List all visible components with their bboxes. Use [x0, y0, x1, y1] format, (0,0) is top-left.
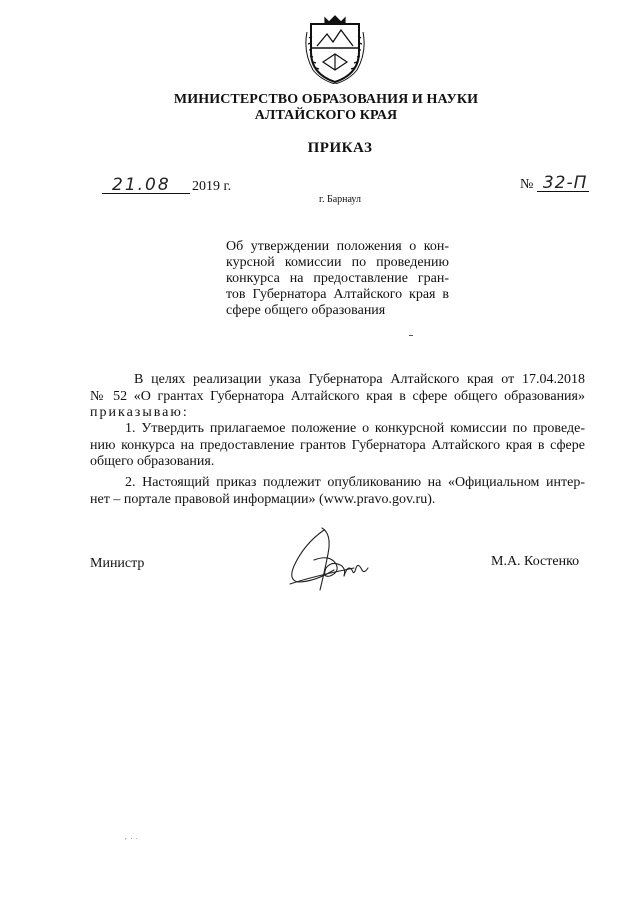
date-year: 2019 г. — [192, 179, 232, 194]
subject-line: курсной комиссии по проведению — [226, 255, 449, 270]
body-line: 2. Настоящий приказ подлежит опубликованию на «Официальном интер- — [125, 475, 585, 490]
handwritten-number: 32-П — [537, 175, 589, 192]
subject-line: Об утверждении положения о кон- — [226, 239, 449, 254]
body-line: 1. Утвердить прилагаемое положение о конкурсной комиссии по проведе- — [125, 421, 585, 436]
number-prefix: № — [520, 177, 534, 192]
body-line: общего образования. — [90, 454, 215, 469]
body-line: приказываю: — [90, 405, 189, 420]
body-line: В целях реализации указа Губернатора Алтайского края от 17.04.2018 — [134, 372, 585, 387]
body-line: № 52 «О грантах Губернатора Алтайского края в сфере общего образования» — [90, 388, 585, 404]
ministry-name-line2: АЛТАЙСКОГО КРАЯ — [254, 108, 398, 123]
document-title: ПРИКАЗ — [307, 140, 373, 156]
scan-speck: , . . — [125, 833, 139, 841]
order-subject — [226, 239, 449, 319]
subject-line: сфере общего образования — [226, 303, 386, 318]
signatory-title: Министр — [90, 556, 145, 571]
body-line: нию конкурса на предоставление грантов Губернатора Алтайского края в сфере — [90, 437, 585, 453]
signatory-name: М.А. Костенко — [491, 554, 580, 569]
stray-mark — [409, 335, 413, 336]
coat-of-arms-icon — [303, 12, 367, 84]
subject-line: конкурса на предоставление гран- — [226, 271, 449, 286]
paragraph-item-1 — [90, 421, 585, 471]
paragraph-preamble — [90, 372, 585, 422]
city: г. Барнаул — [319, 194, 361, 205]
ministry-name-line1: МИНИСТЕРСТВО ОБРАЗОВАНИЯ И НАУКИ — [173, 92, 479, 107]
paragraph-item-2 — [90, 475, 585, 508]
order-date — [102, 177, 231, 195]
handwritten-date: 21.08 — [102, 177, 190, 194]
body-line: нет – портале правовой информации» (www.pravo.gov.ru). — [90, 491, 436, 507]
order-number — [520, 175, 589, 193]
signature-icon — [284, 524, 379, 594]
subject-line: тов Губернатора Алтайского края в — [226, 287, 449, 302]
